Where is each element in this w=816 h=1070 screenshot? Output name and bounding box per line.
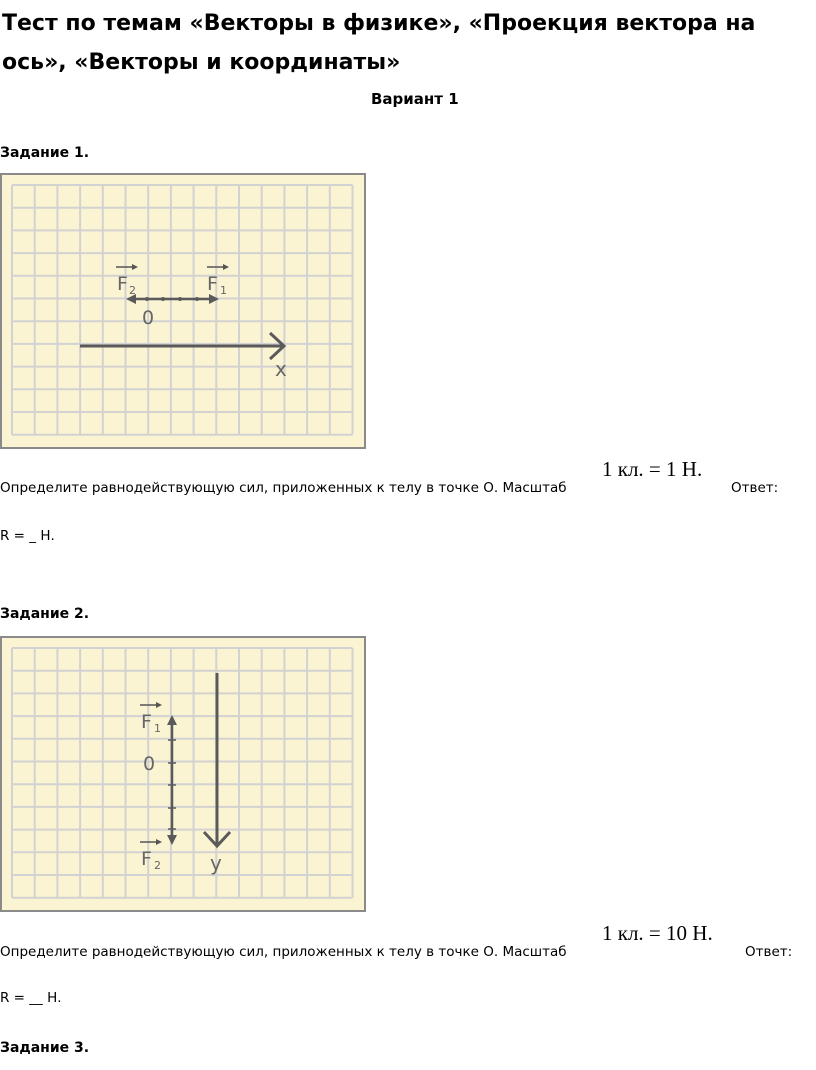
task-2-result: R = __ Н. <box>0 990 62 1006</box>
f2-label-sub: 2 <box>129 284 136 297</box>
task-1-scale: 1 кл. = 1 Н. <box>602 457 703 481</box>
task-1-result: R = _ Н. <box>0 528 55 544</box>
task-2-scale: 1 кл. = 10 Н. <box>602 921 713 945</box>
task-2-answer-label: Ответ: <box>745 944 793 960</box>
f2-label-sub: 2 <box>154 859 161 872</box>
task-2-question: Определите равнодействующую сил, приложенных к телу в точке О. Масштаб <box>0 944 567 960</box>
task-1-grid-diagram <box>0 173 368 451</box>
f1-label: F <box>141 711 152 733</box>
task-1-figure <box>0 173 368 451</box>
f1-label-sub: 1 <box>220 284 227 297</box>
f2-label: F <box>141 848 152 870</box>
page-title: Тест по темам «Векторы в физике», «Проекция вектора на ось», «Векторы и координаты» <box>2 11 756 75</box>
x-axis-label: x <box>275 357 287 381</box>
task-2-heading: Задание 2. <box>0 606 90 622</box>
task-3-heading: Задание 3. <box>0 1040 90 1056</box>
task-1-question: Определите равнодействующую сил, приложенных к телу в точке О. Масштаб <box>0 480 567 496</box>
f1-label: F <box>207 273 218 295</box>
task-1-heading: Задание 1. <box>0 145 90 161</box>
task-2-grid-diagram <box>0 636 368 914</box>
f1-label-sub: 1 <box>154 722 161 735</box>
f2-label: F <box>117 273 128 295</box>
task-2-figure <box>0 636 368 914</box>
grid-frame <box>1 174 365 448</box>
y-axis-label: y <box>210 851 222 875</box>
origin-label: 0 <box>142 307 155 329</box>
grid-frame <box>1 637 365 911</box>
variant-heading: Вариант 1 <box>371 90 459 108</box>
origin-label: 0 <box>143 753 156 775</box>
task-1-answer-label: Ответ: <box>731 480 779 496</box>
